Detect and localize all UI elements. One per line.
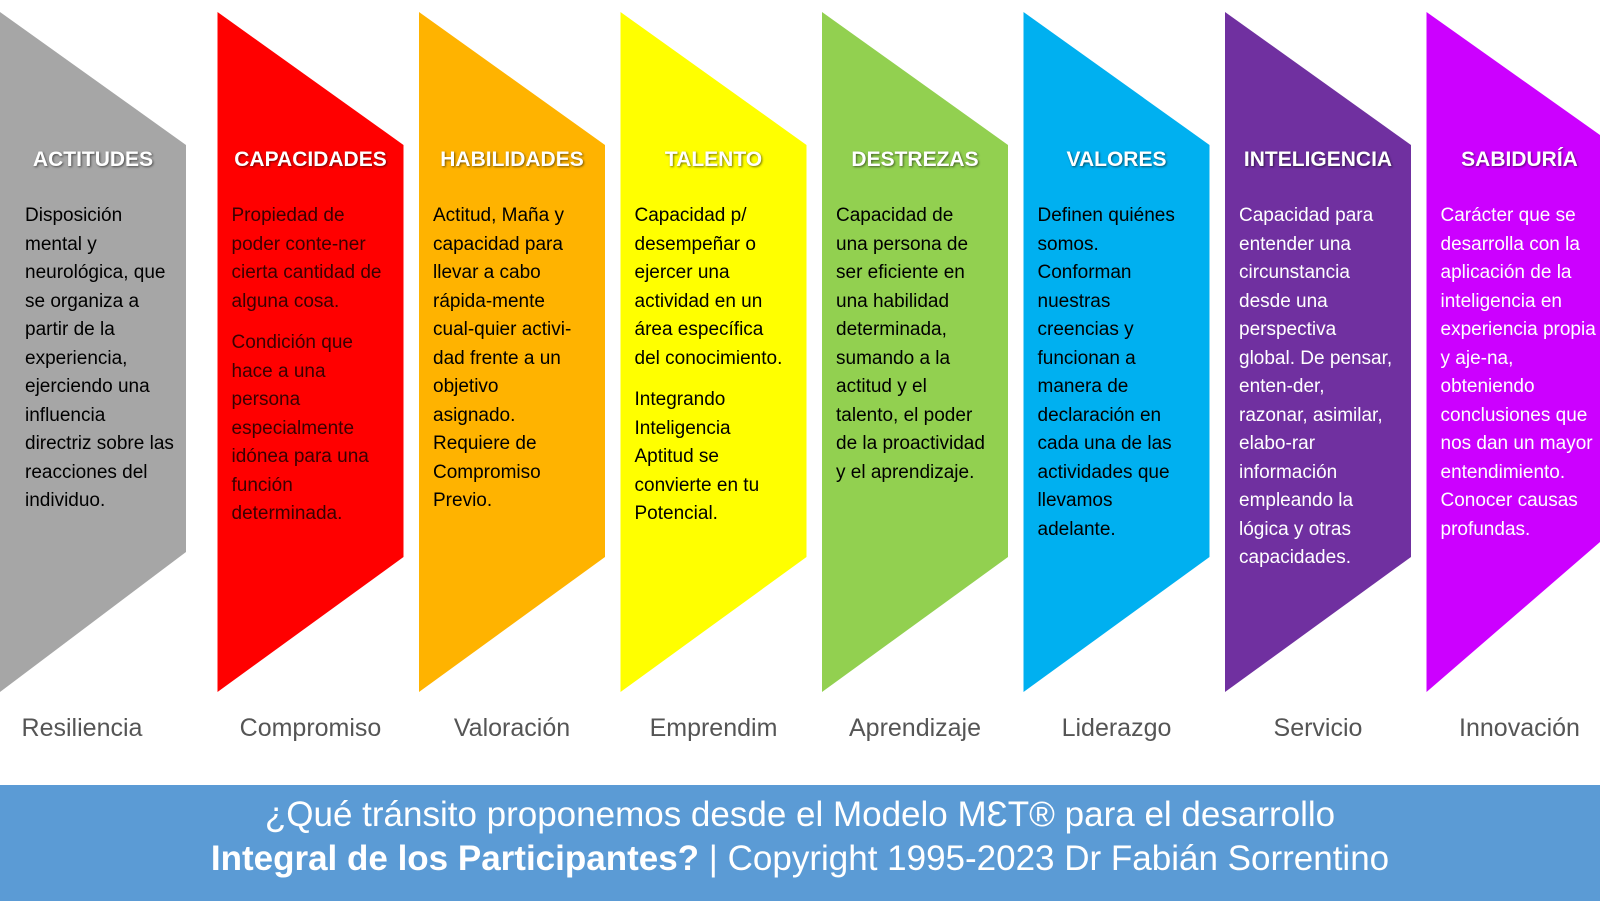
description-paragraph: Actitud, Maña y capacidad para llevar a cabo rápida-mente cual-quier activi-dad frente a un objetivo asignado. Requiere de Compromiso Previo. (433, 205, 572, 511)
column-outcome: Resiliencia (21, 714, 143, 742)
footer-banner (0, 785, 1600, 901)
column-description (1441, 202, 1600, 557)
column-outcome: Valoración (453, 714, 571, 742)
column-description (1038, 202, 1188, 557)
column-title: HABILIDADES (440, 148, 584, 171)
footer-question-line: ¿Qué tránsito proponemos desde el Modelo MƐT® para el desarrollo (264, 795, 1336, 834)
column-outcome: Liderazgo (1061, 714, 1172, 742)
column-outcome: Innovación (1459, 714, 1580, 742)
column-outcome: Servicio (1273, 714, 1363, 742)
footer-copyright-line (0, 839, 1600, 879)
column-description (433, 202, 583, 529)
column-description (836, 202, 986, 500)
column-outcome: Aprendizaje (848, 714, 982, 742)
column-description (25, 202, 175, 529)
description-paragraph: Propiedad de poder conte-ner cierta cantidad de alguna cosa. (231, 205, 382, 312)
column-description (1239, 202, 1394, 586)
footer-separator: | (708, 839, 718, 878)
description-paragraph: Integrando Inteligencia Aptitud se convierte en tu Potencial. (634, 389, 760, 524)
column-title: INTELIGENCIA (1243, 148, 1393, 171)
column-outcome: Emprendim (649, 714, 778, 742)
description-paragraph: Capacidad de una persona de ser eficiente en una habilidad determinada, sumando a la actitud y el talento, el poder de la proactividad y el aprendizaje. (836, 205, 985, 483)
description-paragraph: Capacidad p/ desempeñar o ejercer una actividad en un área específica del conocimiento. (634, 205, 783, 369)
description-paragraph: Definen quiénes somos. Conforman nuestras creencias y funcionan a manera de declaración en cada una de las actividades que llevamos adelante. (1037, 205, 1175, 540)
column-title: DESTREZAS (851, 148, 979, 171)
column-title: ACTITUDES (32, 148, 154, 171)
description-paragraph: Carácter que se desarrolla con la aplicación de la inteligencia en experiencia propia y aje-na, obteniendo conclusiones que nos dan un mayor entendimiento. Conocer causas profundas. (1440, 205, 1596, 540)
column-description (635, 202, 785, 542)
description-paragraph: Condición que hace a una persona especialmente idónea para una función determinada. (231, 332, 369, 524)
description-paragraph: Capacidad para entender una circunstancia desde una perspectiva global. De pensar, enten-der, razonar, asimilar, elabo-rar información empleando la lógica y otras capacidades. (1239, 205, 1393, 568)
column-title: TALENTO (664, 148, 763, 171)
footer-question-end: Integral de los Participantes? (210, 839, 700, 878)
column-title: CAPACIDADES (234, 148, 387, 171)
column-outcome: Compromiso (239, 714, 382, 742)
column-description (232, 202, 382, 542)
column-title: SABIDURÍA (1461, 148, 1578, 171)
description-paragraph: Disposición mental y neurológica, que se organiza a partir de la experiencia, ejerciendo una influencia directriz sobre las reacciones del individuo. (25, 205, 174, 511)
column-title: VALORES (1066, 148, 1167, 171)
footer-copyright: Copyright 1995-2023 Dr Fabián Sorrentino (727, 839, 1390, 878)
